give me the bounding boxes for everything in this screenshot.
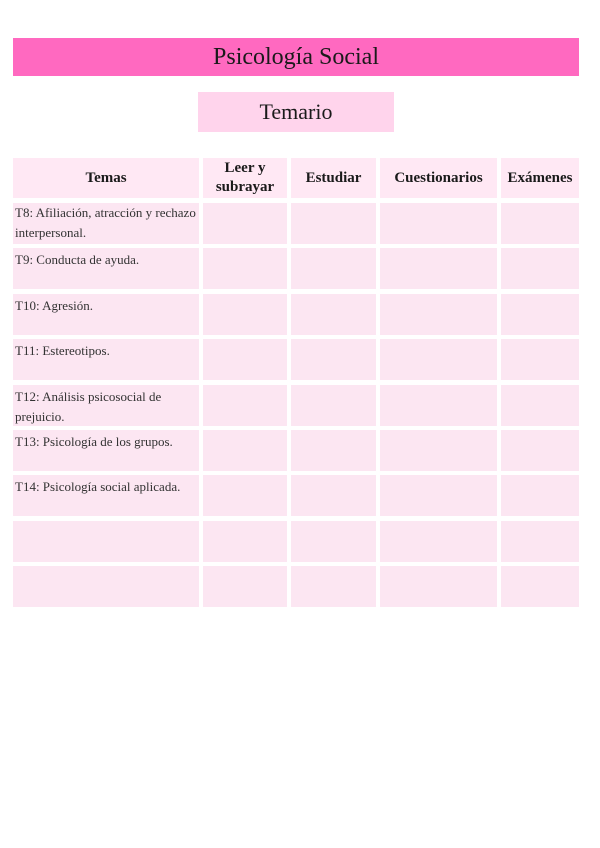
column-header-temas: Temas — [13, 158, 199, 198]
progress-cell[interactable] — [501, 294, 579, 335]
progress-cell[interactable] — [501, 521, 579, 562]
progress-cell[interactable] — [291, 430, 376, 471]
progress-cell[interactable] — [501, 566, 579, 607]
document-title: Psicología Social — [13, 38, 579, 76]
progress-cell[interactable] — [203, 566, 287, 607]
progress-cell[interactable] — [291, 521, 376, 562]
progress-cell[interactable] — [501, 248, 579, 289]
topic-cell — [13, 566, 199, 607]
progress-cell[interactable] — [203, 248, 287, 289]
progress-cell[interactable] — [291, 339, 376, 380]
topic-cell — [13, 521, 199, 562]
topic-cell: T14: Psicología social aplicada. — [13, 475, 199, 516]
progress-cell[interactable] — [291, 566, 376, 607]
progress-cell[interactable] — [291, 294, 376, 335]
topic-cell: T12: Análisis psicosocial de prejuicio. — [13, 385, 199, 426]
progress-cell[interactable] — [501, 385, 579, 426]
progress-cell[interactable] — [501, 430, 579, 471]
progress-cell[interactable] — [203, 339, 287, 380]
progress-cell[interactable] — [380, 203, 497, 244]
progress-cell[interactable] — [203, 294, 287, 335]
progress-cell[interactable] — [291, 475, 376, 516]
progress-cell[interactable] — [203, 475, 287, 516]
progress-cell[interactable] — [380, 430, 497, 471]
progress-cell[interactable] — [291, 248, 376, 289]
progress-cell[interactable] — [203, 203, 287, 244]
progress-cell[interactable] — [380, 248, 497, 289]
progress-cell[interactable] — [291, 385, 376, 426]
column-header-leer: Leer y subrayar — [203, 158, 287, 198]
progress-cell[interactable] — [501, 475, 579, 516]
progress-cell[interactable] — [380, 566, 497, 607]
progress-cell[interactable] — [203, 385, 287, 426]
progress-cell[interactable] — [203, 430, 287, 471]
progress-cell[interactable] — [380, 521, 497, 562]
progress-cell[interactable] — [501, 203, 579, 244]
progress-cell[interactable] — [380, 385, 497, 426]
topic-cell: T8: Afiliación, atracción y rechazo interpersonal. — [13, 203, 199, 244]
progress-cell[interactable] — [380, 339, 497, 380]
section-title: Temario — [198, 92, 394, 132]
column-header-estudiar: Estudiar — [291, 158, 376, 198]
progress-cell[interactable] — [380, 294, 497, 335]
topic-cell: T11: Estereotipos. — [13, 339, 199, 380]
topic-cell: T9: Conducta de ayuda. — [13, 248, 199, 289]
progress-cell[interactable] — [291, 203, 376, 244]
topic-cell: T13: Psicología de los grupos. — [13, 430, 199, 471]
progress-cell[interactable] — [501, 339, 579, 380]
column-header-cuestionarios: Cuestionarios — [380, 158, 497, 198]
topic-cell: T10: Agresión. — [13, 294, 199, 335]
progress-cell[interactable] — [380, 475, 497, 516]
column-header-examenes: Exámenes — [501, 158, 579, 198]
progress-cell[interactable] — [203, 521, 287, 562]
